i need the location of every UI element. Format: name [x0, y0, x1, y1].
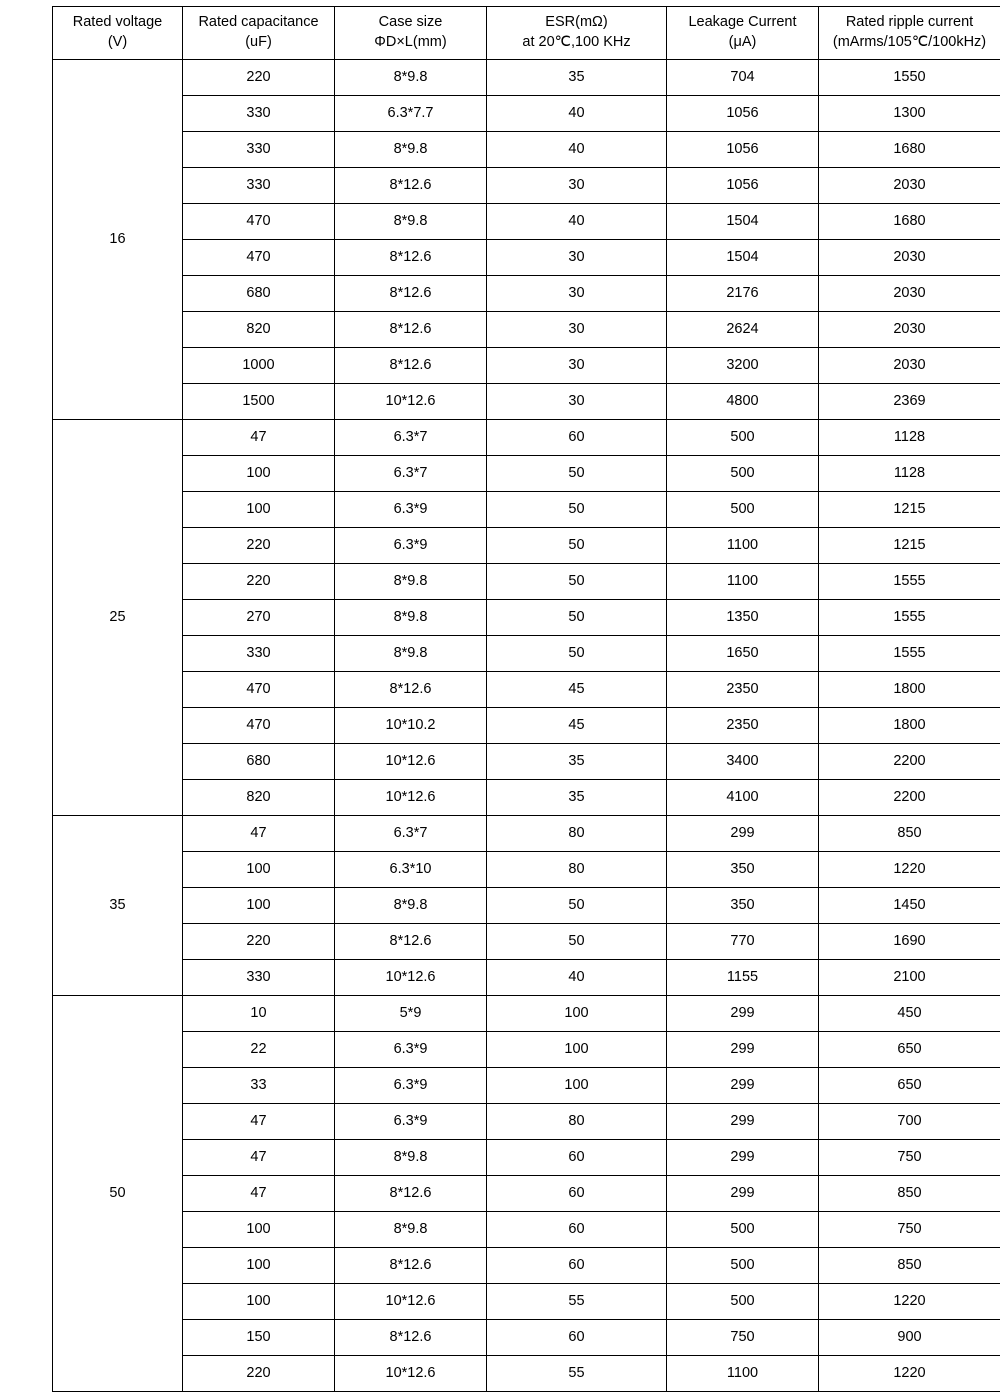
rated-capacitance-cell: 470 — [183, 708, 335, 744]
esr-cell: 50 — [487, 600, 667, 636]
rated-capacitance-cell: 470 — [183, 672, 335, 708]
table-row — [53, 852, 1000, 888]
table-row — [53, 600, 1000, 636]
table-row — [53, 1032, 1000, 1068]
esr-cell: 50 — [487, 492, 667, 528]
leakage-current-cell: 299 — [667, 1104, 819, 1140]
leakage-current-cell: 299 — [667, 1068, 819, 1104]
table-row — [53, 960, 1000, 996]
rated-voltage-cell: 50 — [53, 996, 183, 1392]
rated-capacitance-cell: 680 — [183, 744, 335, 780]
esr-cell: 80 — [487, 852, 667, 888]
case-size-cell: 10*12.6 — [335, 384, 487, 420]
column-header — [487, 7, 667, 60]
table-row — [53, 492, 1000, 528]
rated-capacitance-cell: 680 — [183, 276, 335, 312]
rated-ripple-current-cell: 1220 — [819, 1356, 1000, 1392]
case-size-cell: 8*9.8 — [335, 888, 487, 924]
esr-cell: 45 — [487, 708, 667, 744]
rated-capacitance-cell: 100 — [183, 888, 335, 924]
table-row — [53, 1248, 1000, 1284]
leakage-current-cell: 299 — [667, 1032, 819, 1068]
leakage-current-cell: 4100 — [667, 780, 819, 816]
rated-capacitance-cell: 220 — [183, 528, 335, 564]
leakage-current-cell: 500 — [667, 1212, 819, 1248]
rated-ripple-current-cell: 1128 — [819, 456, 1000, 492]
rated-ripple-current-cell: 2100 — [819, 960, 1000, 996]
esr-cell: 80 — [487, 816, 667, 852]
case-size-cell: 6.3*9 — [335, 528, 487, 564]
rated-ripple-current-cell: 2030 — [819, 276, 1000, 312]
table-row — [53, 312, 1000, 348]
case-size-cell: 8*9.8 — [335, 132, 487, 168]
column-header-line2: at 20℃,100 KHz — [489, 33, 664, 53]
table-row — [53, 1176, 1000, 1212]
table-row — [53, 132, 1000, 168]
esr-cell: 60 — [487, 1176, 667, 1212]
leakage-current-cell: 350 — [667, 888, 819, 924]
table-row — [53, 384, 1000, 420]
rated-ripple-current-cell: 750 — [819, 1140, 1000, 1176]
case-size-cell: 6.3*7 — [335, 420, 487, 456]
rated-capacitance-cell: 47 — [183, 1140, 335, 1176]
rated-ripple-current-cell: 2030 — [819, 168, 1000, 204]
leakage-current-cell: 500 — [667, 1284, 819, 1320]
esr-cell: 60 — [487, 420, 667, 456]
case-size-cell: 8*9.8 — [335, 1212, 487, 1248]
table-row — [53, 888, 1000, 924]
esr-cell: 50 — [487, 924, 667, 960]
leakage-current-cell: 1504 — [667, 204, 819, 240]
rated-capacitance-cell: 330 — [183, 132, 335, 168]
rated-capacitance-cell: 100 — [183, 1212, 335, 1248]
case-size-cell: 8*9.8 — [335, 564, 487, 600]
leakage-current-cell: 3400 — [667, 744, 819, 780]
case-size-cell: 10*12.6 — [335, 744, 487, 780]
leakage-current-cell: 500 — [667, 420, 819, 456]
column-header-line1: Rated ripple current — [821, 13, 998, 33]
rated-ripple-current-cell: 1128 — [819, 420, 1000, 456]
case-size-cell: 6.3*9 — [335, 492, 487, 528]
case-size-cell: 6.3*10 — [335, 852, 487, 888]
esr-cell: 30 — [487, 384, 667, 420]
case-size-cell: 8*12.6 — [335, 1320, 487, 1356]
rated-ripple-current-cell: 2030 — [819, 240, 1000, 276]
rated-capacitance-cell: 330 — [183, 96, 335, 132]
case-size-cell: 8*12.6 — [335, 1176, 487, 1212]
leakage-current-cell: 2350 — [667, 672, 819, 708]
table-row — [53, 1320, 1000, 1356]
rated-ripple-current-cell: 1800 — [819, 672, 1000, 708]
leakage-current-cell: 500 — [667, 1248, 819, 1284]
rated-capacitance-cell: 100 — [183, 492, 335, 528]
rated-capacitance-cell: 820 — [183, 312, 335, 348]
rated-capacitance-cell: 47 — [183, 1104, 335, 1140]
rated-capacitance-cell: 10 — [183, 996, 335, 1032]
rated-ripple-current-cell: 1800 — [819, 708, 1000, 744]
leakage-current-cell: 1350 — [667, 600, 819, 636]
esr-cell: 35 — [487, 780, 667, 816]
esr-cell: 40 — [487, 132, 667, 168]
rated-capacitance-cell: 100 — [183, 1248, 335, 1284]
case-size-cell: 8*12.6 — [335, 276, 487, 312]
rated-capacitance-cell: 33 — [183, 1068, 335, 1104]
esr-cell: 100 — [487, 996, 667, 1032]
column-header — [183, 7, 335, 60]
rated-capacitance-cell: 47 — [183, 1176, 335, 1212]
esr-cell: 30 — [487, 168, 667, 204]
rated-ripple-current-cell: 1690 — [819, 924, 1000, 960]
leakage-current-cell: 500 — [667, 456, 819, 492]
esr-cell: 45 — [487, 672, 667, 708]
rated-capacitance-cell: 220 — [183, 60, 335, 96]
column-header — [335, 7, 487, 60]
esr-cell: 100 — [487, 1032, 667, 1068]
rated-capacitance-cell: 22 — [183, 1032, 335, 1068]
leakage-current-cell: 1056 — [667, 168, 819, 204]
rated-ripple-current-cell: 1680 — [819, 132, 1000, 168]
esr-cell: 60 — [487, 1248, 667, 1284]
rated-ripple-current-cell: 450 — [819, 996, 1000, 1032]
leakage-current-cell: 1155 — [667, 960, 819, 996]
rated-voltage-cell: 16 — [53, 60, 183, 420]
rated-capacitance-cell: 47 — [183, 816, 335, 852]
leakage-current-cell: 1100 — [667, 528, 819, 564]
column-header-line1: Case size — [337, 13, 484, 33]
rated-ripple-current-cell: 1680 — [819, 204, 1000, 240]
esr-cell: 50 — [487, 564, 667, 600]
table-row — [53, 204, 1000, 240]
esr-cell: 100 — [487, 1068, 667, 1104]
leakage-current-cell: 299 — [667, 1140, 819, 1176]
rated-capacitance-cell: 220 — [183, 924, 335, 960]
table-row — [53, 1140, 1000, 1176]
datasheet-page — [0, 6, 1000, 1197]
table-row — [53, 456, 1000, 492]
case-size-cell: 6.3*7 — [335, 456, 487, 492]
rated-capacitance-cell: 47 — [183, 420, 335, 456]
table-row — [53, 96, 1000, 132]
table-row — [53, 672, 1000, 708]
esr-cell: 60 — [487, 1140, 667, 1176]
table-row — [53, 996, 1000, 1032]
table-row — [53, 1104, 1000, 1140]
leakage-current-cell: 1100 — [667, 564, 819, 600]
case-size-cell: 10*12.6 — [335, 1356, 487, 1392]
rated-ripple-current-cell: 1555 — [819, 564, 1000, 600]
case-size-cell: 8*9.8 — [335, 636, 487, 672]
rated-capacitance-cell: 100 — [183, 456, 335, 492]
rated-capacitance-cell: 330 — [183, 168, 335, 204]
rated-ripple-current-cell: 2369 — [819, 384, 1000, 420]
case-size-cell: 10*12.6 — [335, 780, 487, 816]
table-row — [53, 168, 1000, 204]
case-size-cell: 5*9 — [335, 996, 487, 1032]
table-row — [53, 60, 1000, 96]
case-size-cell: 6.3*7 — [335, 816, 487, 852]
column-header-line1: Rated voltage — [55, 13, 180, 33]
esr-cell: 50 — [487, 456, 667, 492]
column-header — [53, 7, 183, 60]
rated-ripple-current-cell: 850 — [819, 1248, 1000, 1284]
leakage-current-cell: 2350 — [667, 708, 819, 744]
rated-voltage-cell: 35 — [53, 816, 183, 996]
rated-capacitance-cell: 100 — [183, 852, 335, 888]
table-row — [53, 420, 1000, 456]
esr-cell: 30 — [487, 348, 667, 384]
case-size-cell: 10*12.6 — [335, 960, 487, 996]
case-size-cell: 10*12.6 — [335, 1284, 487, 1320]
esr-cell: 35 — [487, 60, 667, 96]
case-size-cell: 8*12.6 — [335, 168, 487, 204]
esr-cell: 50 — [487, 528, 667, 564]
case-size-cell: 8*12.6 — [335, 1248, 487, 1284]
table-row — [53, 744, 1000, 780]
rated-capacitance-cell: 470 — [183, 240, 335, 276]
esr-cell: 55 — [487, 1284, 667, 1320]
rated-capacitance-cell: 1000 — [183, 348, 335, 384]
rated-ripple-current-cell: 650 — [819, 1032, 1000, 1068]
leakage-current-cell: 299 — [667, 996, 819, 1032]
table-header — [53, 7, 1000, 60]
rated-ripple-current-cell: 1215 — [819, 528, 1000, 564]
rated-ripple-current-cell: 1555 — [819, 636, 1000, 672]
rated-ripple-current-cell: 2030 — [819, 312, 1000, 348]
header-row — [53, 7, 1000, 60]
column-header-line2: ΦD×L(mm) — [337, 33, 484, 53]
rated-capacitance-cell: 470 — [183, 204, 335, 240]
rated-ripple-current-cell: 1220 — [819, 852, 1000, 888]
column-header — [819, 7, 1000, 60]
case-size-cell: 8*12.6 — [335, 312, 487, 348]
esr-cell: 40 — [487, 96, 667, 132]
leakage-current-cell: 500 — [667, 492, 819, 528]
table-row — [53, 348, 1000, 384]
case-size-cell: 8*9.8 — [335, 1140, 487, 1176]
leakage-current-cell: 750 — [667, 1320, 819, 1356]
rated-capacitance-cell: 270 — [183, 600, 335, 636]
rated-capacitance-cell: 330 — [183, 636, 335, 672]
esr-cell: 60 — [487, 1320, 667, 1356]
esr-cell: 35 — [487, 744, 667, 780]
esr-cell: 40 — [487, 204, 667, 240]
rated-voltage-cell: 25 — [53, 420, 183, 816]
table-row — [53, 924, 1000, 960]
esr-cell: 50 — [487, 636, 667, 672]
table-body — [53, 60, 1000, 1392]
table-row — [53, 780, 1000, 816]
rated-ripple-current-cell: 750 — [819, 1212, 1000, 1248]
leakage-current-cell: 350 — [667, 852, 819, 888]
case-size-cell: 8*9.8 — [335, 204, 487, 240]
table-row — [53, 240, 1000, 276]
rated-ripple-current-cell: 850 — [819, 1176, 1000, 1212]
rated-capacitance-cell: 330 — [183, 960, 335, 996]
column-header-line2: (mArms/105℃/100kHz) — [821, 33, 998, 53]
leakage-current-cell: 770 — [667, 924, 819, 960]
rated-ripple-current-cell: 1300 — [819, 96, 1000, 132]
column-header — [667, 7, 819, 60]
column-header-line2: (V) — [55, 33, 180, 53]
rated-ripple-current-cell: 850 — [819, 816, 1000, 852]
rated-ripple-current-cell: 1215 — [819, 492, 1000, 528]
rated-capacitance-cell: 1500 — [183, 384, 335, 420]
case-size-cell: 6.3*9 — [335, 1104, 487, 1140]
case-size-cell: 8*12.6 — [335, 924, 487, 960]
leakage-current-cell: 299 — [667, 1176, 819, 1212]
leakage-current-cell: 2624 — [667, 312, 819, 348]
table-row — [53, 528, 1000, 564]
capacitor-spec-table — [52, 6, 1000, 1392]
esr-cell: 60 — [487, 1212, 667, 1248]
leakage-current-cell: 4800 — [667, 384, 819, 420]
rated-ripple-current-cell: 1555 — [819, 600, 1000, 636]
rated-capacitance-cell: 150 — [183, 1320, 335, 1356]
case-size-cell: 10*10.2 — [335, 708, 487, 744]
case-size-cell: 8*12.6 — [335, 240, 487, 276]
esr-cell: 80 — [487, 1104, 667, 1140]
rated-ripple-current-cell: 1220 — [819, 1284, 1000, 1320]
case-size-cell: 6.3*9 — [335, 1032, 487, 1068]
leakage-current-cell: 299 — [667, 816, 819, 852]
table-row — [53, 708, 1000, 744]
leakage-current-cell: 1650 — [667, 636, 819, 672]
column-header-line1: ESR(mΩ) — [489, 13, 664, 33]
esr-cell: 30 — [487, 276, 667, 312]
esr-cell: 30 — [487, 312, 667, 348]
leakage-current-cell: 1056 — [667, 132, 819, 168]
rated-ripple-current-cell: 1550 — [819, 60, 1000, 96]
rated-ripple-current-cell: 1450 — [819, 888, 1000, 924]
rated-capacitance-cell: 220 — [183, 564, 335, 600]
table-row — [53, 1068, 1000, 1104]
column-header-line2: (uF) — [185, 33, 332, 53]
leakage-current-cell: 1504 — [667, 240, 819, 276]
leakage-current-cell: 3200 — [667, 348, 819, 384]
case-size-cell: 8*12.6 — [335, 348, 487, 384]
table-row — [53, 636, 1000, 672]
rated-capacitance-cell: 100 — [183, 1284, 335, 1320]
leakage-current-cell: 1056 — [667, 96, 819, 132]
esr-cell: 50 — [487, 888, 667, 924]
rated-ripple-current-cell: 650 — [819, 1068, 1000, 1104]
column-header-line1: Leakage Current — [669, 13, 816, 33]
table-row — [53, 1212, 1000, 1248]
leakage-current-cell: 2176 — [667, 276, 819, 312]
leakage-current-cell: 704 — [667, 60, 819, 96]
rated-capacitance-cell: 820 — [183, 780, 335, 816]
rated-capacitance-cell: 220 — [183, 1356, 335, 1392]
rated-ripple-current-cell: 2200 — [819, 744, 1000, 780]
table-row — [53, 564, 1000, 600]
column-header-line1: Rated capacitance — [185, 13, 332, 33]
esr-cell: 55 — [487, 1356, 667, 1392]
rated-ripple-current-cell: 2200 — [819, 780, 1000, 816]
rated-ripple-current-cell: 900 — [819, 1320, 1000, 1356]
rated-ripple-current-cell: 2030 — [819, 348, 1000, 384]
case-size-cell: 8*9.8 — [335, 600, 487, 636]
leakage-current-cell: 1100 — [667, 1356, 819, 1392]
rated-ripple-current-cell: 700 — [819, 1104, 1000, 1140]
esr-cell: 30 — [487, 240, 667, 276]
table-row — [53, 1356, 1000, 1392]
case-size-cell: 6.3*9 — [335, 1068, 487, 1104]
column-header-line2: (μA) — [669, 33, 816, 53]
case-size-cell: 8*9.8 — [335, 60, 487, 96]
table-row — [53, 1284, 1000, 1320]
case-size-cell: 6.3*7.7 — [335, 96, 487, 132]
table-row — [53, 816, 1000, 852]
esr-cell: 40 — [487, 960, 667, 996]
case-size-cell: 8*12.6 — [335, 672, 487, 708]
table-row — [53, 276, 1000, 312]
